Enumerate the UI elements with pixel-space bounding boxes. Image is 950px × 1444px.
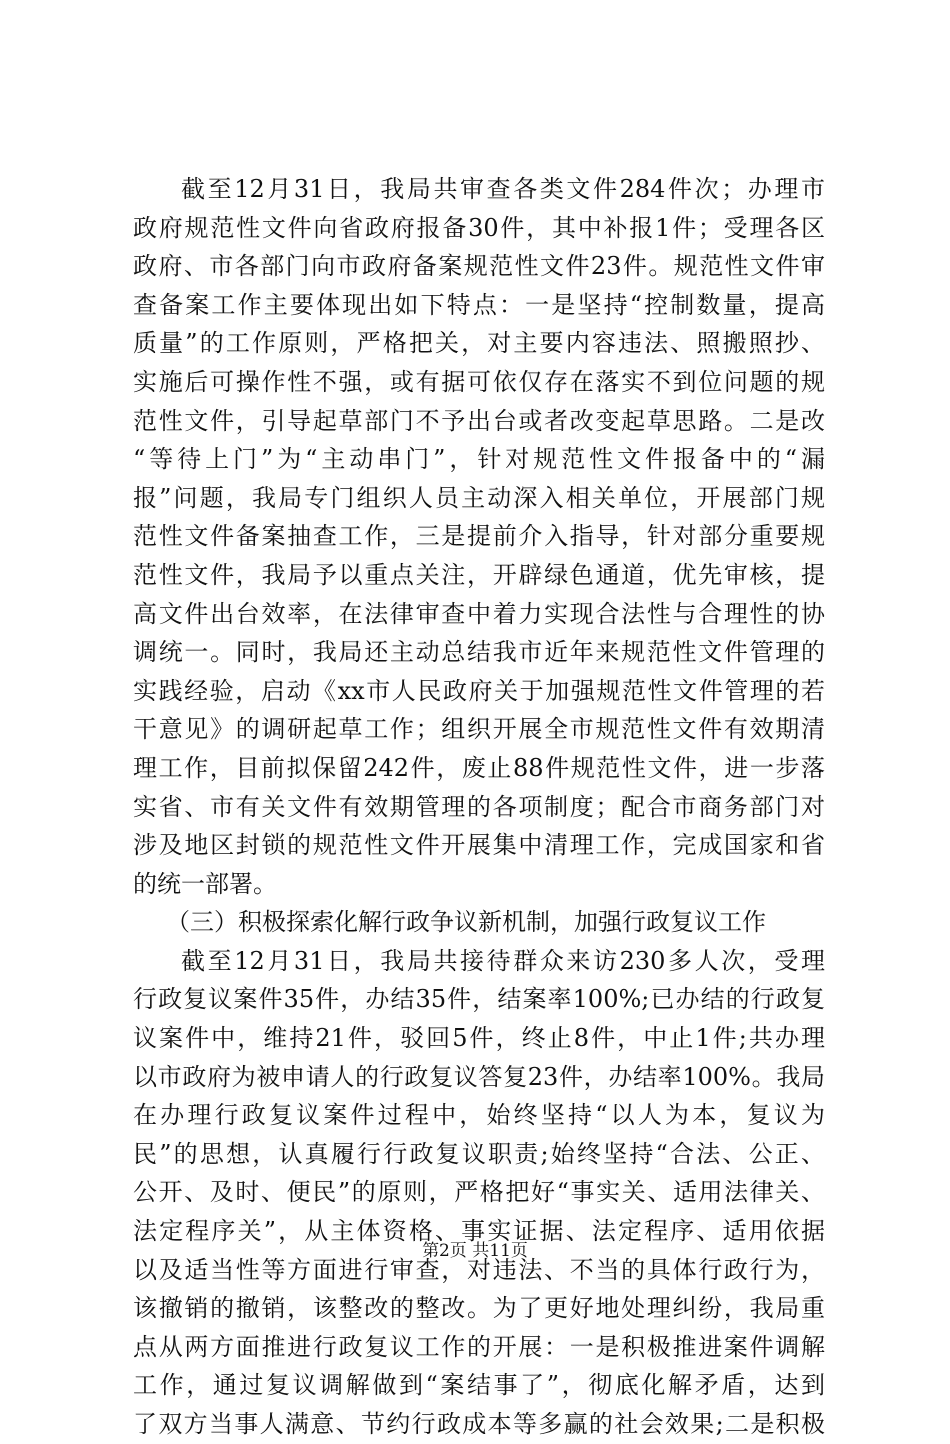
text-line: 范性文件，我局予以重点关注，开辟绿色通道，优先审核，提 — [133, 560, 825, 589]
text-line: 政府、市各部门向市政府备案规范性文件23件。规范性文件审 — [133, 252, 825, 281]
text-line: 理工作，目前拟保留242件，废止88件规范性文件，进一步落 — [133, 753, 825, 782]
page-number-footer: 第2页 共11页 — [422, 1241, 528, 1261]
text-line: 该撤销的撤销，该整改的整改。为了更好地处理纠纷，我局重 — [133, 1294, 825, 1323]
text-line: 的统一部署。 — [133, 869, 277, 898]
text-line: 实践经验，启动《xx市人民政府关于加强规范性文件管理的若 — [133, 676, 825, 705]
text-line: 质量”的工作原则，严格把关，对主要内容违法、照搬照抄、 — [133, 329, 825, 358]
text-line: 涉及地区封锁的规范性文件开展集中清理工作，完成国家和省 — [133, 831, 825, 860]
text-line: 截至12月31日，我局共审查各类文件284件次；办理市 — [181, 175, 825, 203]
text-line: 实省、市有关文件有效期管理的各项制度；配合市商务部门对 — [133, 792, 825, 821]
text-line: 干意见》的调研起草工作；组织开展全市规范性文件有效期清 — [133, 715, 825, 744]
text-line: 查备案工作主要体现出如下特点：一是坚持“控制数量，提高 — [133, 290, 825, 319]
text-line: 法定程序关”，从主体资格、事实证据、法定程序、适用依据 — [133, 1217, 825, 1246]
paragraph-administrative-reconsideration — [133, 942, 825, 1444]
text-line: 行政复议案件35件，办结35件，结案率100%;已办结的行政复 — [133, 985, 825, 1014]
text-line: 实施后可操作性不强，或有据可依仅存在落实不到位问题的规 — [133, 367, 825, 396]
text-line: 政府规范性文件向省政府报备30件，其中补报1件；受理各区 — [133, 213, 825, 242]
text-line: 民”的思想，认真履行行政复议职责;始终坚持“合法、公正、 — [133, 1139, 825, 1168]
text-line: 了双方当事人满意、节约行政成本等多赢的社会效果;二是积极 — [133, 1410, 825, 1438]
text-line: 报”问题，我局专门组织人员主动深入相关单位，开展部门规 — [133, 483, 825, 512]
text-line: 高文件出台效率，在法律审查中着力实现合法性与合理性的协 — [133, 599, 825, 628]
text-line: 以及适当性等方面进行审查，对违法、不当的具体行政行为， — [133, 1255, 825, 1284]
text-line: 截至12月31日，我局共接待群众来访230多人次，受理 — [181, 946, 825, 975]
text-line: 以市政府为被申请人的行政复议答复23件，办结率100%。我局 — [133, 1062, 825, 1091]
text-line: 范性文件，引导起草部门不予出台或者改变起草思路。二是改 — [133, 406, 825, 435]
text-line: 议案件中，维持21件，驳回5件，终止8件，中止1件;共办理 — [133, 1024, 825, 1053]
section-heading: （三）积极探索化解行政争议新机制，加强行政复议工作 — [166, 908, 766, 937]
text-line: 公开、及时、便民”的原则，严格把好“事实关、适用法律关、 — [133, 1178, 825, 1207]
text-line: 调统一。同时，我局还主动总结我市近年来规范性文件管理的 — [133, 638, 825, 667]
paragraph-regulatory-review — [133, 170, 825, 903]
text-line: “等待上门”为“主动串门”，针对规范性文件报备中的“漏 — [133, 445, 825, 474]
text-line: 点从两方面推进行政复议工作的开展：一是积极推进案件调解 — [133, 1332, 825, 1361]
text-line: 工作，通过复议调解做到“案结事了”，彻底化解矛盾，达到 — [133, 1371, 825, 1400]
text-line: 在办理行政复议案件过程中，始终坚持“以人为本，复议为 — [133, 1101, 825, 1130]
text-line: 范性文件备案抽查工作，三是提前介入指导，针对部分重要规 — [133, 522, 825, 551]
